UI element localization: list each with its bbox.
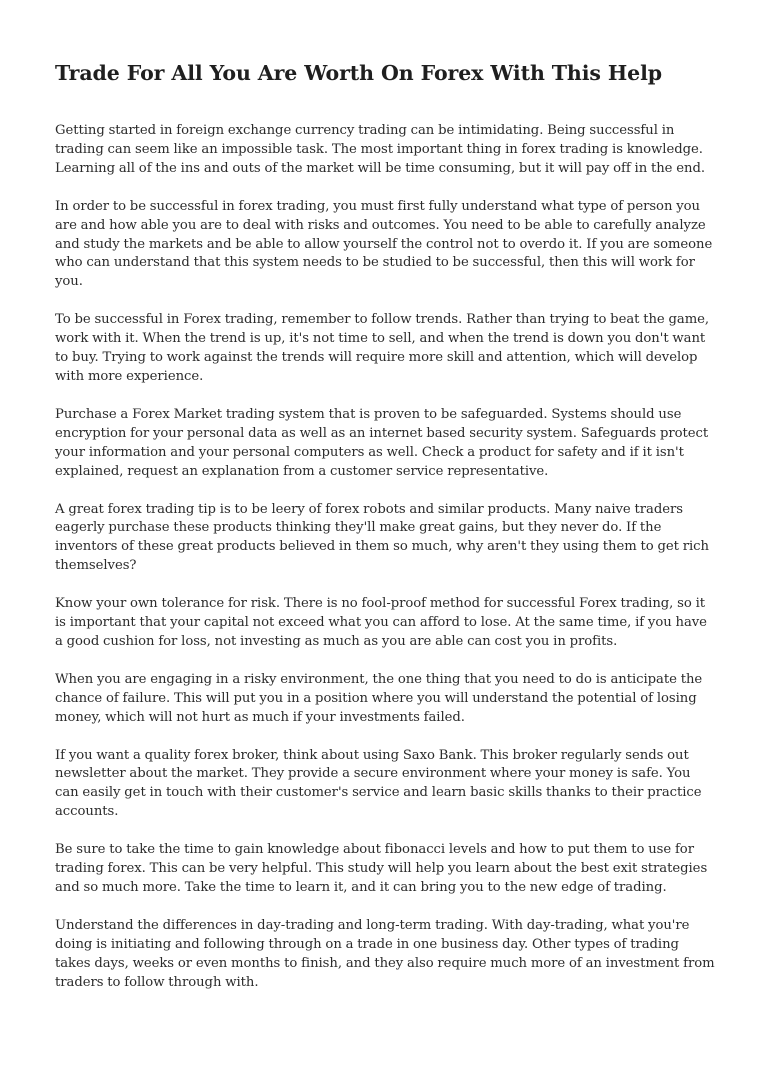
paragraph-5: A great forex trading tip is to be leery of forex robots and similar products. Many naive traders eagerly purchase these products thinking they'll make great gains, but they never do. If the inventors of these great products believed in them so much, why aren't they using them to get rich themselves?	[55, 501, 709, 574]
paragraph-8: If you want a quality forex broker, think about using Saxo Bank. This broker regularly sends out newsletter about the market. They provide a secure environment where your money is safe. You can easily get in touch with their customer's service and learn basic skills thanks to their practice accounts.	[55, 747, 702, 820]
paragraph-10: Understand the differences in day-trading and long-term trading. With day-trading, what you're doing is initiating and following through on a trade in one business day. Other types of trading takes days, weeks or even months to finish, and they also require much more of an investment from traders to follow through with.	[55, 917, 715, 990]
paragraph-4: Purchase a Forex Market trading system that is proven to be safeguarded. Systems should use encryption for your personal data as well as an internet based security system. Safeguards protect your information and your personal computers as well. Check a product for safety and if it isn't explained, request an explanation from a customer service representative.	[55, 406, 709, 479]
page-title: Trade For All You Are Worth On Forex With This Help	[55, 61, 663, 85]
paragraph-1: Getting started in foreign exchange currency trading can be intimidating. Being successful in trading can seem like an impossible task. The most important thing in forex trading is knowledge. Learning all of the ins and outs of the market will be time consuming, but it will pay off in the end.	[55, 123, 706, 176]
paragraph-7: When you are engaging in a risky environment, the one thing that you need to do is anticipate the chance of failure. This will put you in a position where you will understand the potential of losing money, which will not hurt as much if your investments failed.	[55, 671, 703, 725]
paragraph-2: In order to be successful in forex trading, you must first fully understand what type of person you are and how able you are to deal with risks and outcomes. You need to be able to carefully analyze and study the markets and be able to allow yourself the control not to overdo it. If you are someone who can understand that this system needs to be studied to be successful, then this will work for you.	[55, 198, 713, 290]
document-page	[55, 58, 715, 1012]
paragraph-3: To be successful in Forex trading, remember to follow trends. Rather than trying to beat the game, work with it. When the trend is up, it's not time to sell, and when the trend is down you don't want to buy. Trying to work against the trends will require more skill and attention, which will develop with more experience.	[55, 312, 710, 384]
paragraph-6: Know your own tolerance for risk. There is no fool-proof method for successful Forex trading, so it is important that your capital not exceed what you can afford to lose. At the same time, if you have a good cushion for loss, not investing as much as you are able can cost you in profits.	[55, 596, 707, 649]
paragraph-9: Be sure to take the time to gain knowledge about fibonacci levels and how to put them to use for trading forex. This can be very helpful. This study will help you learn about the best exit strategies and so much more. Take the time to learn it, and it can bring you to the new edge of trading.	[55, 842, 708, 895]
